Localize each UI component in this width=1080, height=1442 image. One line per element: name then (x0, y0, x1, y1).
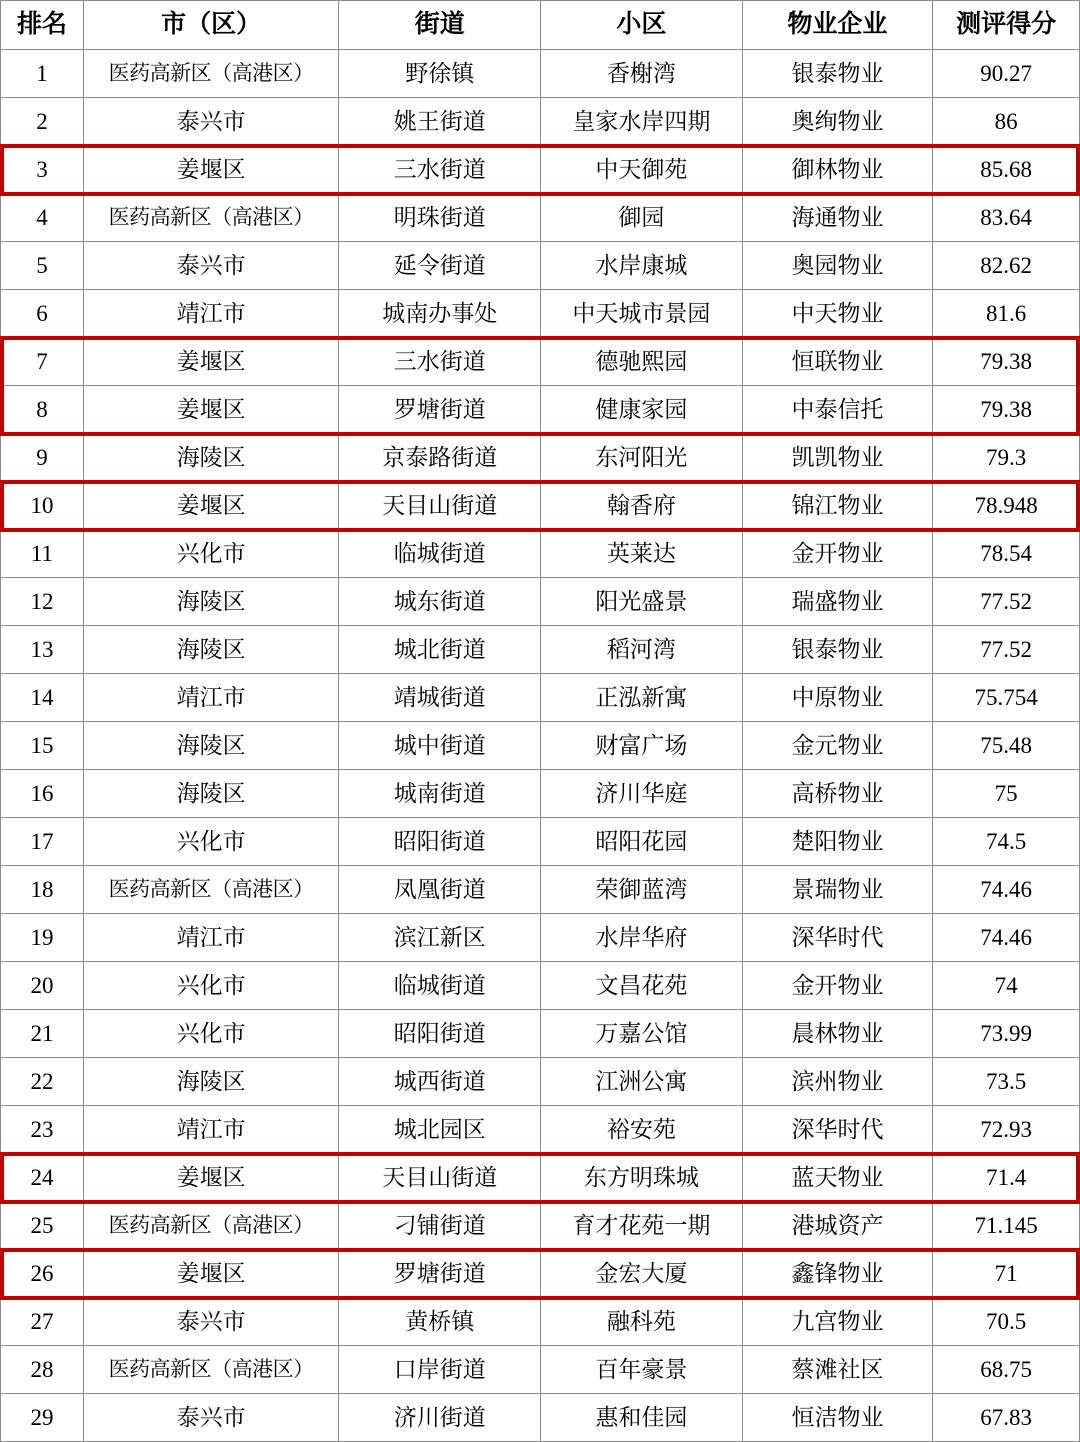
column-header-area: 小区 (541, 1, 743, 50)
table-row (1, 194, 1080, 242)
cell-street: 昭阳街道 (339, 1010, 541, 1058)
cell-score: 78.948 (933, 482, 1080, 530)
cell-rank: 5 (1, 242, 84, 290)
cell-city: 姜堰区 (83, 1154, 338, 1202)
cell-score: 74 (933, 962, 1080, 1010)
table-row (1, 290, 1080, 338)
cell-rank: 12 (1, 578, 84, 626)
cell-rank: 15 (1, 722, 84, 770)
cell-street: 城北园区 (339, 1106, 541, 1154)
cell-firm: 奥绚物业 (742, 98, 932, 146)
cell-area: 皇家水岸四期 (541, 98, 743, 146)
cell-score: 81.6 (933, 290, 1080, 338)
cell-city: 兴化市 (83, 818, 338, 866)
cell-area: 翰香府 (541, 482, 743, 530)
cell-firm: 中原物业 (742, 674, 932, 722)
table-row (1, 1346, 1080, 1394)
cell-street: 城西街道 (339, 1058, 541, 1106)
cell-area: 荣御蓝湾 (541, 866, 743, 914)
cell-area: 财富广场 (541, 722, 743, 770)
cell-firm: 鑫锋物业 (742, 1250, 932, 1298)
cell-rank: 29 (1, 1394, 84, 1442)
cell-city: 姜堰区 (83, 482, 338, 530)
cell-street: 城中街道 (339, 722, 541, 770)
cell-firm: 九宫物业 (742, 1298, 932, 1346)
cell-firm: 奥园物业 (742, 242, 932, 290)
cell-rank: 16 (1, 770, 84, 818)
cell-score: 75 (933, 770, 1080, 818)
cell-city: 姜堰区 (83, 338, 338, 386)
cell-rank: 18 (1, 866, 84, 914)
cell-city: 靖江市 (83, 290, 338, 338)
table-row (1, 1010, 1080, 1058)
cell-rank: 28 (1, 1346, 84, 1394)
cell-street: 延令街道 (339, 242, 541, 290)
cell-area: 水岸康城 (541, 242, 743, 290)
cell-area: 百年豪景 (541, 1346, 743, 1394)
cell-street: 明珠街道 (339, 194, 541, 242)
cell-firm: 凯凯物业 (742, 434, 932, 482)
table-row (1, 242, 1080, 290)
cell-firm: 景瑞物业 (742, 866, 932, 914)
cell-area: 文昌花苑 (541, 962, 743, 1010)
cell-rank: 11 (1, 530, 84, 578)
table-body (1, 50, 1080, 1442)
table-row (1, 674, 1080, 722)
cell-rank: 8 (1, 386, 84, 434)
table-header (1, 1, 1080, 50)
cell-firm: 蔡滩社区 (742, 1346, 932, 1394)
cell-city: 海陵区 (83, 770, 338, 818)
cell-score: 74.5 (933, 818, 1080, 866)
cell-street: 三水街道 (339, 338, 541, 386)
cell-firm: 中天物业 (742, 290, 932, 338)
cell-area: 东河阳光 (541, 434, 743, 482)
cell-area: 德驰熙园 (541, 338, 743, 386)
cell-street: 野徐镇 (339, 50, 541, 98)
table-row (1, 1058, 1080, 1106)
cell-rank: 6 (1, 290, 84, 338)
cell-area: 东方明珠城 (541, 1154, 743, 1202)
cell-area: 中天城市景园 (541, 290, 743, 338)
cell-street: 昭阳街道 (339, 818, 541, 866)
cell-firm: 中泰信托 (742, 386, 932, 434)
cell-firm: 金元物业 (742, 722, 932, 770)
cell-street: 天目山街道 (339, 1154, 541, 1202)
cell-city: 医药高新区（高港区） (83, 50, 338, 98)
cell-rank: 1 (1, 50, 84, 98)
table-row (1, 1250, 1080, 1298)
cell-street: 临城街道 (339, 530, 541, 578)
cell-firm: 瑞盛物业 (742, 578, 932, 626)
cell-area: 济川华庭 (541, 770, 743, 818)
cell-rank: 20 (1, 962, 84, 1010)
cell-area: 正泓新寓 (541, 674, 743, 722)
cell-street: 天目山街道 (339, 482, 541, 530)
cell-street: 城东街道 (339, 578, 541, 626)
table-header-row (1, 1, 1080, 50)
cell-area: 英莱达 (541, 530, 743, 578)
table-row (1, 866, 1080, 914)
cell-score: 73.99 (933, 1010, 1080, 1058)
table-row (1, 578, 1080, 626)
cell-firm: 晨林物业 (742, 1010, 932, 1058)
cell-rank: 13 (1, 626, 84, 674)
table-row (1, 722, 1080, 770)
cell-rank: 17 (1, 818, 84, 866)
cell-area: 惠和佳园 (541, 1394, 743, 1442)
cell-street: 京泰路街道 (339, 434, 541, 482)
cell-street: 口岸街道 (339, 1346, 541, 1394)
cell-score: 83.64 (933, 194, 1080, 242)
cell-city: 泰兴市 (83, 1298, 338, 1346)
cell-street: 城南办事处 (339, 290, 541, 338)
cell-area: 中天御苑 (541, 146, 743, 194)
cell-firm: 恒洁物业 (742, 1394, 932, 1442)
cell-city: 海陵区 (83, 578, 338, 626)
cell-firm: 锦江物业 (742, 482, 932, 530)
cell-score: 77.52 (933, 578, 1080, 626)
table-row (1, 434, 1080, 482)
cell-score: 68.75 (933, 1346, 1080, 1394)
cell-area: 昭阳花园 (541, 818, 743, 866)
cell-firm: 楚阳物业 (742, 818, 932, 866)
table-row (1, 818, 1080, 866)
cell-city: 泰兴市 (83, 242, 338, 290)
cell-score: 79.38 (933, 338, 1080, 386)
cell-area: 融科苑 (541, 1298, 743, 1346)
cell-rank: 7 (1, 338, 84, 386)
cell-rank: 9 (1, 434, 84, 482)
cell-rank: 10 (1, 482, 84, 530)
cell-rank: 14 (1, 674, 84, 722)
cell-firm: 深华时代 (742, 1106, 932, 1154)
cell-street: 城南街道 (339, 770, 541, 818)
table-row (1, 386, 1080, 434)
cell-rank: 23 (1, 1106, 84, 1154)
table-row (1, 1394, 1080, 1442)
cell-rank: 25 (1, 1202, 84, 1250)
table-row (1, 482, 1080, 530)
cell-city: 姜堰区 (83, 146, 338, 194)
cell-city: 医药高新区（高港区） (83, 1202, 338, 1250)
cell-area: 香榭湾 (541, 50, 743, 98)
cell-rank: 24 (1, 1154, 84, 1202)
cell-area: 金宏大厦 (541, 1250, 743, 1298)
cell-score: 75.754 (933, 674, 1080, 722)
table-row (1, 1298, 1080, 1346)
cell-city: 泰兴市 (83, 1394, 338, 1442)
cell-rank: 2 (1, 98, 84, 146)
cell-score: 74.46 (933, 914, 1080, 962)
table-row (1, 50, 1080, 98)
cell-score: 67.83 (933, 1394, 1080, 1442)
cell-area: 阳光盛景 (541, 578, 743, 626)
cell-rank: 26 (1, 1250, 84, 1298)
cell-score: 79.38 (933, 386, 1080, 434)
table-row (1, 1202, 1080, 1250)
cell-rank: 21 (1, 1010, 84, 1058)
cell-rank: 19 (1, 914, 84, 962)
cell-area: 裕安苑 (541, 1106, 743, 1154)
cell-score: 85.68 (933, 146, 1080, 194)
cell-street: 姚王街道 (339, 98, 541, 146)
cell-street: 三水街道 (339, 146, 541, 194)
cell-firm: 海通物业 (742, 194, 932, 242)
cell-city: 兴化市 (83, 530, 338, 578)
cell-city: 泰兴市 (83, 98, 338, 146)
cell-firm: 高桥物业 (742, 770, 932, 818)
cell-city: 医药高新区（高港区） (83, 194, 338, 242)
cell-rank: 22 (1, 1058, 84, 1106)
cell-street: 刁铺街道 (339, 1202, 541, 1250)
cell-score: 71 (933, 1250, 1080, 1298)
cell-city: 海陵区 (83, 626, 338, 674)
table-row (1, 962, 1080, 1010)
cell-city: 靖江市 (83, 1106, 338, 1154)
cell-score: 79.3 (933, 434, 1080, 482)
cell-street: 凤凰街道 (339, 866, 541, 914)
cell-city: 海陵区 (83, 722, 338, 770)
cell-street: 临城街道 (339, 962, 541, 1010)
cell-city: 海陵区 (83, 434, 338, 482)
cell-score: 75.48 (933, 722, 1080, 770)
cell-area: 育才花苑一期 (541, 1202, 743, 1250)
cell-firm: 银泰物业 (742, 626, 932, 674)
cell-city: 医药高新区（高港区） (83, 866, 338, 914)
column-header-city: 市（区） (83, 1, 338, 50)
column-header-street: 街道 (339, 1, 541, 50)
cell-firm: 蓝天物业 (742, 1154, 932, 1202)
cell-firm: 金开物业 (742, 530, 932, 578)
table-row (1, 626, 1080, 674)
cell-firm: 银泰物业 (742, 50, 932, 98)
cell-score: 77.52 (933, 626, 1080, 674)
column-header-score: 测评得分 (933, 1, 1080, 50)
cell-street: 城北街道 (339, 626, 541, 674)
table-row (1, 1106, 1080, 1154)
column-header-firm: 物业企业 (742, 1, 932, 50)
cell-firm: 恒联物业 (742, 338, 932, 386)
cell-score: 72.93 (933, 1106, 1080, 1154)
cell-firm: 深华时代 (742, 914, 932, 962)
table-row (1, 146, 1080, 194)
cell-city: 医药高新区（高港区） (83, 1346, 338, 1394)
cell-area: 健康家园 (541, 386, 743, 434)
cell-score: 78.54 (933, 530, 1080, 578)
cell-street: 济川街道 (339, 1394, 541, 1442)
cell-street: 黄桥镇 (339, 1298, 541, 1346)
cell-city: 靖江市 (83, 914, 338, 962)
cell-area: 万嘉公馆 (541, 1010, 743, 1058)
cell-area: 水岸华府 (541, 914, 743, 962)
cell-city: 靖江市 (83, 674, 338, 722)
cell-street: 滨江新区 (339, 914, 541, 962)
cell-score: 82.62 (933, 242, 1080, 290)
cell-street: 罗塘街道 (339, 386, 541, 434)
cell-firm: 金开物业 (742, 962, 932, 1010)
cell-score: 71.145 (933, 1202, 1080, 1250)
cell-rank: 3 (1, 146, 84, 194)
cell-city: 姜堰区 (83, 1250, 338, 1298)
cell-score: 74.46 (933, 866, 1080, 914)
cell-rank: 4 (1, 194, 84, 242)
cell-area: 江洲公寓 (541, 1058, 743, 1106)
cell-firm: 御林物业 (742, 146, 932, 194)
cell-area: 稻河湾 (541, 626, 743, 674)
cell-firm: 港城资产 (742, 1202, 932, 1250)
cell-score: 70.5 (933, 1298, 1080, 1346)
cell-firm: 滨州物业 (742, 1058, 932, 1106)
column-header-rank: 排名 (1, 1, 84, 50)
table-row (1, 1154, 1080, 1202)
table-row (1, 914, 1080, 962)
cell-city: 海陵区 (83, 1058, 338, 1106)
cell-score: 90.27 (933, 50, 1080, 98)
cell-score: 73.5 (933, 1058, 1080, 1106)
table-row (1, 770, 1080, 818)
cell-rank: 27 (1, 1298, 84, 1346)
table-row (1, 338, 1080, 386)
table-row (1, 530, 1080, 578)
cell-area: 御园 (541, 194, 743, 242)
cell-street: 罗塘街道 (339, 1250, 541, 1298)
cell-city: 姜堰区 (83, 386, 338, 434)
cell-city: 兴化市 (83, 962, 338, 1010)
cell-city: 兴化市 (83, 1010, 338, 1058)
table-row (1, 98, 1080, 146)
cell-score: 86 (933, 98, 1080, 146)
cell-street: 靖城街道 (339, 674, 541, 722)
cell-score: 71.4 (933, 1154, 1080, 1202)
